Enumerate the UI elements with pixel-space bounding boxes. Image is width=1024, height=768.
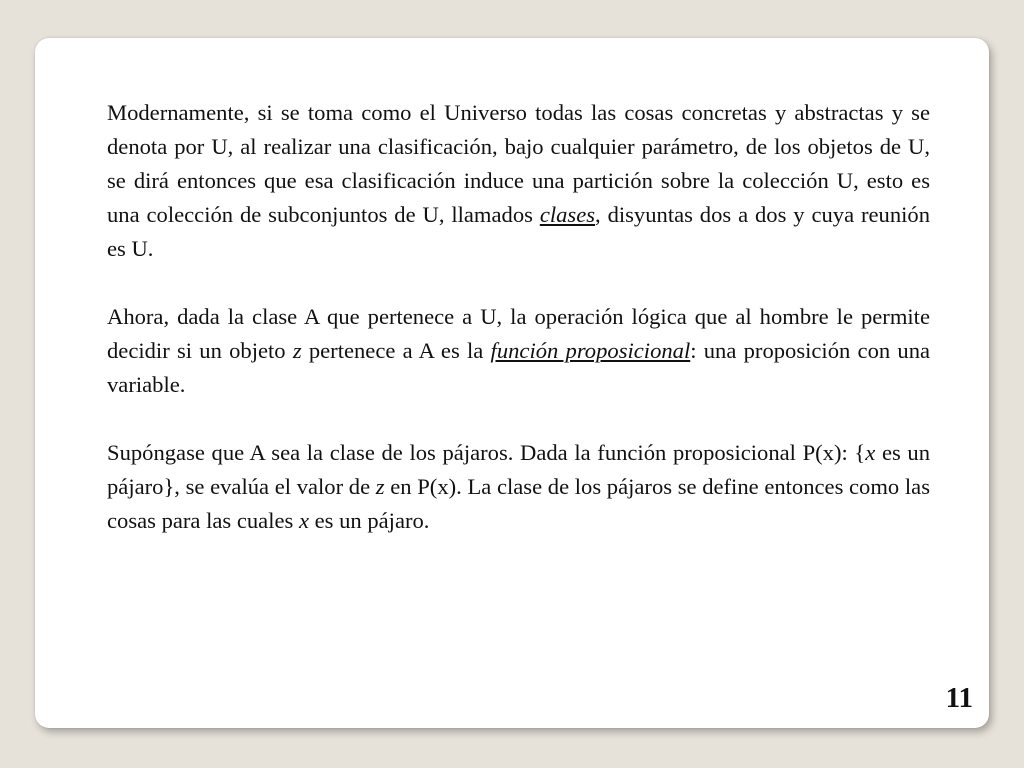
paragraph-text: Supóngase que A sea la clase de los pájaros. Dada la función proposicional P(x): {: [107, 440, 866, 465]
paragraph-text: es un pájaro.: [309, 508, 430, 533]
paragraph-text: , disyuntas dos a dos y cuya reunión es U.: [107, 202, 930, 261]
term-clases: clases: [539, 202, 596, 227]
paragraph-text: pertenece a A es la: [301, 338, 491, 363]
variable-z: z: [375, 474, 385, 499]
term-funcion-proposicional: función proposicional: [490, 338, 691, 363]
slide-body: [107, 96, 930, 538]
paragraph-text: : una proposición con una variable.: [107, 338, 931, 397]
variable-x: x: [298, 508, 309, 533]
paragraph-propositional-function: [107, 300, 930, 402]
variable-x: x: [865, 440, 876, 465]
page-number: 11: [945, 682, 973, 714]
paragraph-text: es un pájaro}, se evalúa el valor de: [107, 440, 930, 499]
paragraph-text: en P(x). La clase de los pájaros se define entonces como las cosas para las cuales: [107, 474, 930, 533]
paragraph-universe-partition: [107, 96, 930, 266]
variable-z: z: [292, 338, 302, 363]
paragraph-text: Modernamente, si se toma como el Universo todas las cosas concretas y abstractas y se denota por U, al realizar una clasificación, bajo cualquier parámetro, de los objetos de U, se dirá entonces que esa clasificación induce una partición sobre la colección U, esto es una colección de subconjuntos de U, llamados: [107, 100, 930, 227]
slide: [35, 38, 989, 728]
paragraph-text: Ahora, dada la clase A que pertenece a U, la operación lógica que al hombre le permite decidir si un objeto: [107, 304, 930, 363]
paragraph-bird-example: [107, 436, 930, 538]
